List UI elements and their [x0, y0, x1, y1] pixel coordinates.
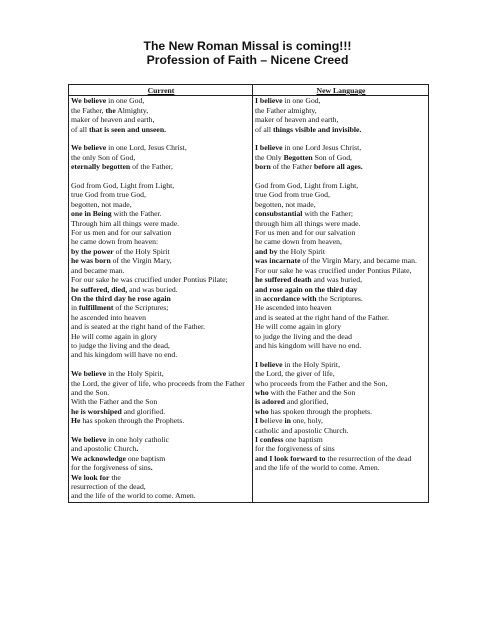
- changed-text: I believe: [255, 96, 283, 106]
- creed-text: of the Virgin Mary, and became man.: [300, 256, 417, 266]
- creed-stanza: [255, 181, 427, 350]
- creed-line: [71, 125, 251, 134]
- creed-line: [71, 454, 251, 463]
- creed-text: He will come again in glory: [71, 331, 158, 341]
- creed-line: [71, 407, 251, 416]
- changed-text: was incarnate: [255, 256, 301, 266]
- creed-text: and was buried.: [127, 284, 178, 294]
- creed-line: [255, 426, 427, 435]
- changed-text: I believe: [255, 359, 283, 369]
- creed-text: and the life of the world to come. Amen.: [71, 491, 196, 501]
- creed-line: [71, 379, 251, 398]
- creed-line: [255, 237, 427, 246]
- creed-line: [255, 143, 427, 152]
- creed-text: and became man.: [71, 265, 125, 275]
- creed-stanza: [255, 143, 427, 171]
- creed-text: the Lord, the giver of life,: [255, 369, 335, 379]
- creed-text: He ascended into heaven: [255, 303, 332, 313]
- creed-line: [71, 96, 251, 105]
- creed-line: [71, 332, 251, 341]
- creed-line: [255, 388, 427, 397]
- changed-text: born: [255, 162, 271, 172]
- changed-text: Begotten: [283, 152, 313, 162]
- creed-text: for the forgiveness of sins: [71, 463, 151, 473]
- creed-text: in one God,: [106, 96, 145, 106]
- creed-text: the Holy Spirit: [277, 246, 326, 256]
- changed-text: I b: [255, 416, 265, 426]
- creed-text: Almighty,: [115, 105, 149, 115]
- creed-stanza: [71, 435, 251, 501]
- changed-text: We believe: [71, 96, 107, 106]
- creed-text: maker of heaven and earth,: [255, 115, 339, 125]
- creed-text: with the Father;: [302, 209, 354, 219]
- creed-text: in one Lord Jesus Christ,: [282, 143, 362, 153]
- column-header-current: Current: [69, 85, 253, 96]
- creed-text: of the Virgin Mary,: [110, 256, 172, 266]
- changed-text: We acknowledge: [71, 453, 126, 463]
- creed-text: to judge the living and the dead,: [71, 340, 170, 350]
- creed-text: of the Father,: [130, 162, 173, 172]
- creed-line: [71, 482, 251, 491]
- creed-line: [71, 247, 251, 256]
- changed-text: and I look forward to: [255, 453, 326, 463]
- creed-line: [255, 463, 427, 472]
- creed-stanza: [255, 360, 427, 473]
- creed-text: maker of heaven and earth,: [71, 115, 155, 125]
- creed-text: the resurrection of the dead: [325, 453, 412, 463]
- creed-text: and was buried,: [311, 275, 363, 285]
- creed-text: of all: [71, 124, 89, 134]
- creed-line: [71, 256, 251, 265]
- creed-line: [255, 219, 427, 228]
- column-header-new-language: New Language: [253, 85, 429, 96]
- changed-text: who: [255, 406, 269, 416]
- creed-line: [255, 332, 427, 341]
- creed-text: in the Holy Spirit,: [282, 359, 340, 369]
- creed-text: and apostolic Church: [71, 444, 137, 454]
- creed-text: and his kingdom will have no end.: [255, 340, 362, 350]
- changed-text: eternally begotten: [71, 162, 131, 172]
- creed-line: [71, 473, 251, 482]
- changed-text: I believe: [255, 143, 283, 153]
- creed-text: who proceeds from the Father and the Son,: [255, 378, 388, 388]
- creed-line: [255, 360, 427, 369]
- creed-text: true God from true God,: [71, 190, 146, 200]
- changed-text: consubstantial: [255, 209, 303, 219]
- creed-stanza: [71, 143, 251, 171]
- creed-line: [255, 416, 427, 425]
- creed-line: [255, 275, 427, 284]
- creed-line: [71, 200, 251, 209]
- creed-text: For us men and for our salvation: [255, 228, 356, 238]
- changed-text: fulfillment: [78, 303, 114, 313]
- changed-text: the: [105, 105, 116, 115]
- current-text-cell: [69, 96, 253, 502]
- creed-text: God from God, Light from Light,: [255, 181, 359, 191]
- creed-text: of the Father: [270, 162, 314, 172]
- creed-line: [71, 491, 251, 500]
- creed-line: [71, 369, 251, 378]
- table-row: [69, 96, 429, 502]
- creed-line: [71, 153, 251, 162]
- creed-text: in one holy catholic: [106, 434, 169, 444]
- creed-line: [255, 444, 427, 453]
- creed-line: [71, 435, 251, 444]
- changed-text: accordance with: [262, 293, 317, 303]
- creed-line: [71, 162, 251, 171]
- creed-line: [255, 125, 427, 134]
- creed-line: [255, 454, 427, 463]
- creed-line: [255, 294, 427, 303]
- creed-line: [71, 237, 251, 246]
- creed-text: and glorified.: [121, 406, 166, 416]
- creed-text: has spoken through the prophets.: [268, 406, 373, 416]
- creed-text: to judge the living and the dead: [255, 331, 352, 341]
- creed-text: with the Father and the Son: [268, 387, 356, 397]
- creed-line: [71, 397, 251, 406]
- creed-text: and glorified,: [284, 397, 329, 407]
- creed-line: [255, 209, 427, 218]
- creed-text: the Lord, the giver of life, who proceeds from the Father and the Son.: [71, 378, 245, 397]
- creed-text: the Father,: [71, 105, 106, 115]
- changed-text: before all ages.: [313, 162, 363, 172]
- creed-comparison-table: [68, 84, 429, 503]
- creed-text: of all: [255, 124, 273, 134]
- creed-text: the Scriptures.: [316, 293, 363, 303]
- creed-line: [255, 96, 427, 105]
- creed-line: [255, 341, 427, 350]
- creed-line: [255, 285, 427, 294]
- creed-text: For our sake he was crucified under Pontius Pilate;: [71, 275, 228, 285]
- changed-text: is adored: [255, 397, 285, 407]
- creed-text: and his kingdom will have no end.: [71, 350, 178, 360]
- creed-line: [71, 285, 251, 294]
- changed-text: On the third day he rose again: [71, 293, 171, 303]
- creed-line: [71, 181, 251, 190]
- creed-text: he ascended into heaven: [71, 312, 146, 322]
- creed-line: [71, 294, 251, 303]
- changed-text: by the power: [71, 246, 114, 256]
- creed-line: [71, 303, 251, 312]
- creed-text: He will come again in glory: [255, 322, 342, 332]
- creed-line: [255, 181, 427, 190]
- changed-text: .: [136, 444, 139, 454]
- creed-line: [71, 219, 251, 228]
- creed-line: [255, 322, 427, 331]
- creed-text: the only Son of God,: [71, 152, 136, 162]
- creed-text: has spoken through the Prophets.: [80, 416, 185, 426]
- changed-text: We believe: [71, 434, 107, 444]
- changed-text: We believe: [71, 143, 107, 153]
- creed-text: one baptism: [125, 453, 166, 463]
- creed-line: [255, 115, 427, 124]
- creed-line: [255, 256, 427, 265]
- creed-line: [71, 106, 251, 115]
- changed-text: things visible and invisible.: [272, 124, 362, 134]
- changed-text: he is worshiped: [71, 406, 122, 416]
- creed-text: one baptism: [283, 434, 323, 444]
- creed-stanza: [71, 96, 251, 134]
- creed-text: in: [71, 303, 79, 313]
- creed-line: [71, 275, 251, 284]
- creed-text: of the Scriptures;: [113, 303, 169, 313]
- creed-line: [71, 115, 251, 124]
- creed-text: the: [109, 472, 121, 482]
- creed-line: [71, 143, 251, 152]
- creed-line: [255, 303, 427, 312]
- creed-text: Through him all things were made.: [71, 218, 180, 228]
- changed-text: I confess: [255, 434, 284, 444]
- creed-stanza: [71, 369, 251, 425]
- creed-text: in the Holy Spirit,: [106, 369, 164, 379]
- creed-text: with the Father.: [111, 209, 162, 219]
- new-language-text-cell: [253, 96, 429, 502]
- changed-text: in: [284, 416, 291, 426]
- table-header-row: [69, 85, 429, 96]
- creed-text: through him all things were made.: [255, 218, 361, 228]
- creed-text: the Only: [255, 152, 284, 162]
- creed-line: [71, 228, 251, 237]
- document-title: The New Roman Missal is coming!!!: [143, 39, 352, 53]
- creed-text: and is seated at the right hand of the Father.: [255, 312, 390, 322]
- creed-text: and is seated at the right hand of the Father.: [71, 322, 206, 332]
- creed-text: begotten, not made,: [71, 199, 132, 209]
- creed-text: resurrection of the dead,: [71, 482, 146, 491]
- creed-line: [71, 313, 251, 322]
- creed-line: [255, 228, 427, 237]
- changed-text: he was born: [71, 256, 111, 266]
- creed-text: For us men and for our salvation: [71, 228, 172, 238]
- creed-text: in one God,: [282, 96, 321, 106]
- creed-line: [71, 444, 251, 453]
- creed-line: [255, 369, 427, 378]
- changed-text: he suffered death: [255, 275, 312, 285]
- changed-text: We look for: [71, 472, 110, 482]
- creed-line: [255, 435, 427, 444]
- creed-line: [255, 397, 427, 406]
- creed-text: begotten, not made,: [255, 199, 316, 209]
- creed-text: the Father almighty,: [255, 105, 317, 115]
- creed-line: [71, 322, 251, 331]
- creed-line: [255, 247, 427, 256]
- creed-line: [255, 190, 427, 199]
- creed-text: catholic and apostolic Church.: [255, 425, 349, 435]
- creed-text: For our sake he was crucified under Pontius Pilate,: [255, 265, 412, 275]
- creed-line: [255, 407, 427, 416]
- creed-line: [255, 106, 427, 115]
- creed-line: [255, 266, 427, 275]
- creed-text: God from God, Light from Light,: [71, 181, 175, 191]
- creed-text: one, holy,: [290, 416, 323, 426]
- creed-text: Son of God,: [312, 152, 352, 162]
- changed-text: and rose again on the third day: [255, 284, 358, 294]
- creed-text: in one Lord, Jesus Christ,: [106, 143, 187, 153]
- changed-text: and by: [255, 246, 278, 256]
- creed-line: [255, 379, 427, 388]
- creed-line: [71, 209, 251, 218]
- creed-text: in: [255, 293, 263, 303]
- creed-text: and the life of the world to come. Amen.: [255, 463, 380, 473]
- creed-stanza: [255, 96, 427, 134]
- document-subtitle: Profession of Faith – Nicene Creed: [146, 53, 349, 67]
- creed-line: [71, 266, 251, 275]
- creed-text: elieve: [264, 416, 285, 426]
- creed-line: [71, 190, 251, 199]
- changed-text: who: [255, 387, 269, 397]
- creed-line: [255, 162, 427, 171]
- creed-line: [71, 416, 251, 425]
- creed-line: [71, 463, 251, 472]
- creed-line: [71, 350, 251, 359]
- creed-text: for the forgiveness of sins: [255, 444, 335, 454]
- creed-text: he came down from heaven,: [255, 237, 342, 247]
- changed-text: that is seen and unseen.: [88, 124, 167, 134]
- creed-line: [71, 341, 251, 350]
- creed-line: [255, 200, 427, 209]
- changed-text: .: [150, 463, 153, 473]
- creed-line: [255, 153, 427, 162]
- creed-text: With the Father and the Son: [71, 397, 158, 407]
- changed-text: We believe: [71, 369, 107, 379]
- changed-text: he suffered, died,: [71, 284, 128, 294]
- creed-line: [255, 313, 427, 322]
- changed-text: He: [71, 416, 81, 426]
- creed-text: true God from true God,: [255, 190, 330, 200]
- creed-text: of the Holy Spirit: [113, 246, 170, 256]
- creed-stanza: [71, 181, 251, 360]
- creed-text: he came down from heaven:: [71, 237, 159, 247]
- changed-text: one in Being: [71, 209, 112, 219]
